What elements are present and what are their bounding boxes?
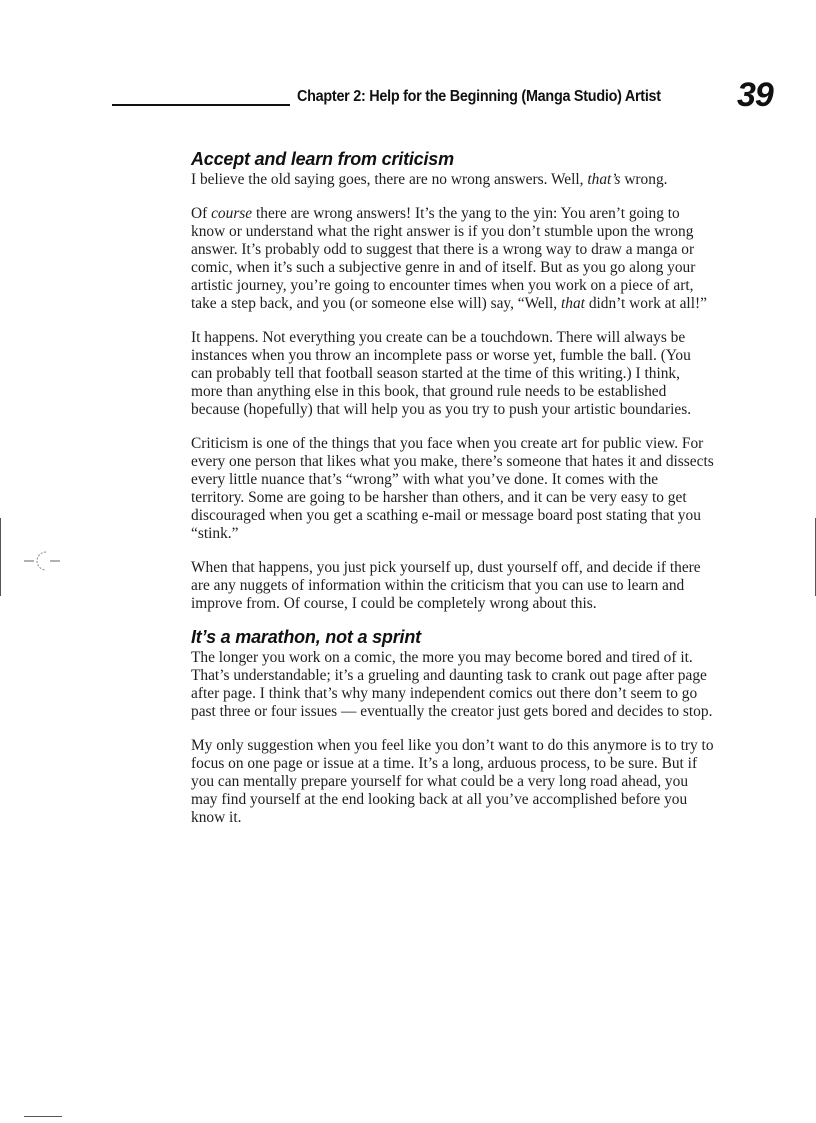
paragraph: Of course there are wrong answers! It’s the yang to the yin: You aren’t going to know or understand what the right answer is if you don’t stumble upon the wrong answer. It’s probably odd to suggest that there is a wrong way to draw a manga or comic, when it’s such a subjective genre in and of itself. But as you go along your artistic journey, you’re going to encounter times when you work on a piece of art, take a step back, and you (or someone else will) say, “Well, that didn’t work at all!” bbox=[191, 205, 707, 312]
header-rule bbox=[112, 104, 290, 106]
section-heading-criticism: Accept and learn from criticism bbox=[191, 149, 454, 169]
crop-mark-left bbox=[0, 518, 1, 596]
paragraph: The longer you work on a comic, the more you may become bored and tired of it. That’s understandable; it’s a grueling and daunting task to crank out page after page after page. I think that’s why many independent comics out there don’t seem to go past three or four issues — eventually the creator just gets bored and decides to stop. bbox=[191, 649, 713, 720]
paragraph: I believe the old saying goes, there are no wrong answers. Well, that’s wrong. bbox=[191, 171, 668, 188]
registration-mark-icon bbox=[22, 547, 62, 577]
emphasis: that’s bbox=[587, 171, 621, 188]
emphasis: that bbox=[561, 295, 585, 312]
page-number: 39 bbox=[737, 76, 773, 114]
page-body bbox=[191, 148, 715, 827]
emphasis: course bbox=[211, 205, 253, 222]
crop-mark-bottom bbox=[24, 1116, 62, 1117]
paragraph: My only suggestion when you feel like you don’t want to do this anymore is to try to focus on one page or issue at a time. It’s a long, arduous process, to be sure. But if you can mentally prepare yourself for what could be a very long road ahead, you may find yourself at the end looking back at all you’ve accomplished before you know it. bbox=[191, 737, 714, 826]
paragraph: Criticism is one of the things that you face when you create art for public view. For every one person that likes what you make, there’s someone that hates it and dissects every little nuance that’s “wrong” with what you’ve done. It comes with the territory. Some are going to be harsher than others, and it can be very easy to get discouraged when you get a scathing e-mail or message board post stating that you “stink.” bbox=[191, 435, 714, 542]
running-head-title: Chapter 2: Help for the Beginning (Manga Studio) Artist bbox=[297, 88, 661, 105]
paragraph: It happens. Not everything you create can be a touchdown. There will always be instances when you throw an incomplete pass or worse yet, fumble the ball. (You can probably tell that football season started at the time of this writing.) I think, more than anything else in this book, that ground rule needs to be established because (hopefully) that will help you as you try to push your artistic boundaries. bbox=[191, 329, 692, 418]
paragraph: When that happens, you just pick yourself up, dust yourself off, and decide if there are any nuggets of information within the criticism that you can use to learn and improve from. Of course, I could be completely wrong about this. bbox=[191, 559, 701, 612]
section-heading-marathon: It’s a marathon, not a sprint bbox=[191, 627, 421, 647]
